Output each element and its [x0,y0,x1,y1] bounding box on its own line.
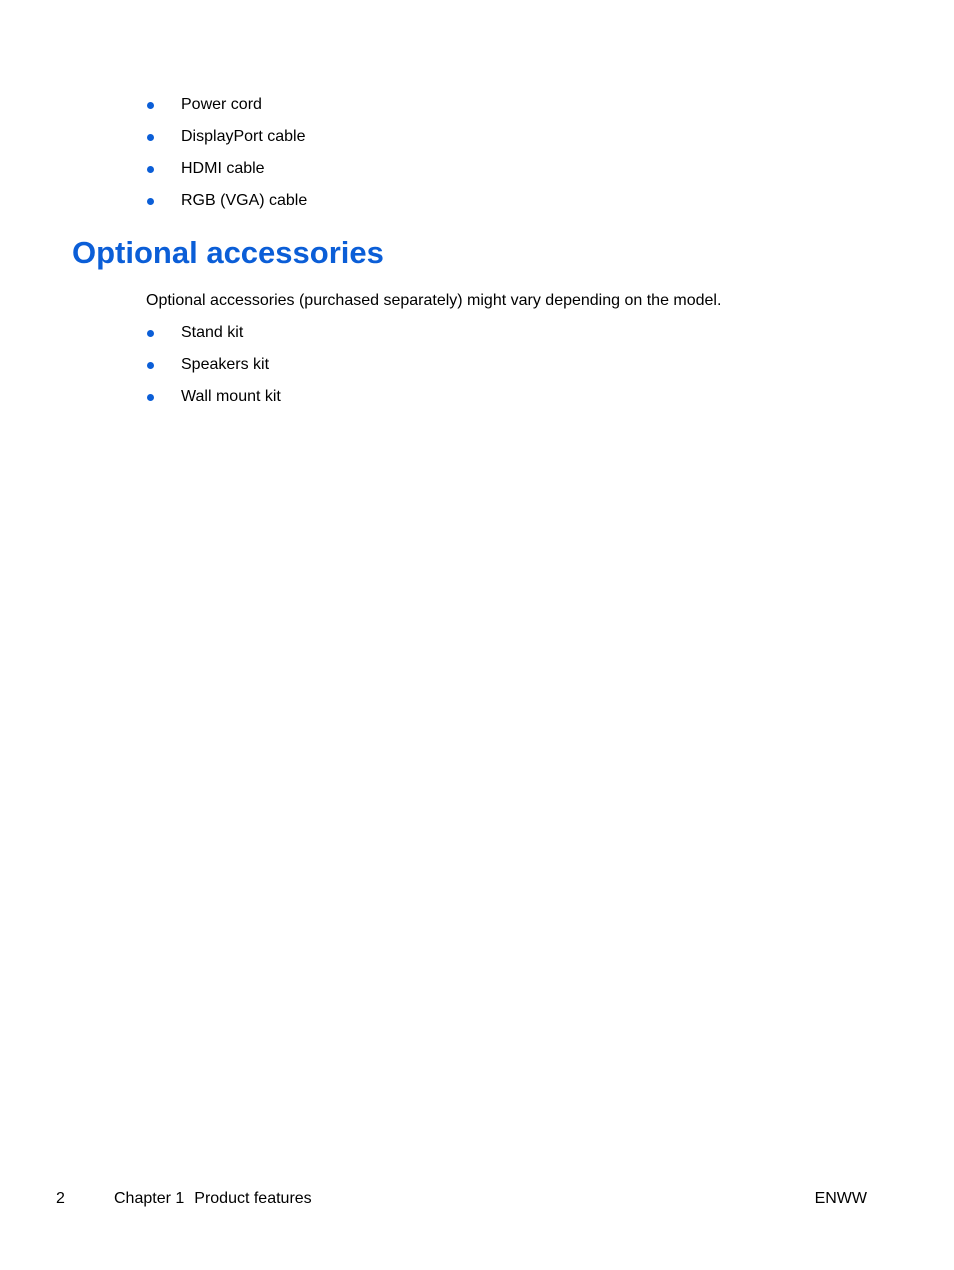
bullet-icon [147,394,154,401]
chapter-label: Chapter 1 [114,1190,185,1207]
list-item-text: HDMI cable [181,160,265,177]
section-heading: Optional accessories [72,235,384,270]
chapter-title: Product features [194,1190,312,1207]
bullet-icon [147,166,154,173]
list-item-text: Power cord [181,96,262,113]
page-number: 2 [56,1190,65,1207]
bullet-icon [147,330,154,337]
list-item-text: Stand kit [181,324,244,341]
list-item-text: Speakers kit [181,356,270,373]
section-intro: Optional accessories (purchased separately) might vary depending on the model. [146,292,722,309]
bullet-icon [147,198,154,205]
list-item-text: Wall mount kit [181,388,281,405]
bullet-icon [147,134,154,141]
footer-chapter [114,1187,312,1211]
locale-code: ENWW [814,1190,867,1207]
bullet-icon [147,102,154,109]
list-item-text: RGB (VGA) cable [181,192,308,209]
list-item-text: DisplayPort cable [181,128,306,145]
bullet-icon [147,362,154,369]
